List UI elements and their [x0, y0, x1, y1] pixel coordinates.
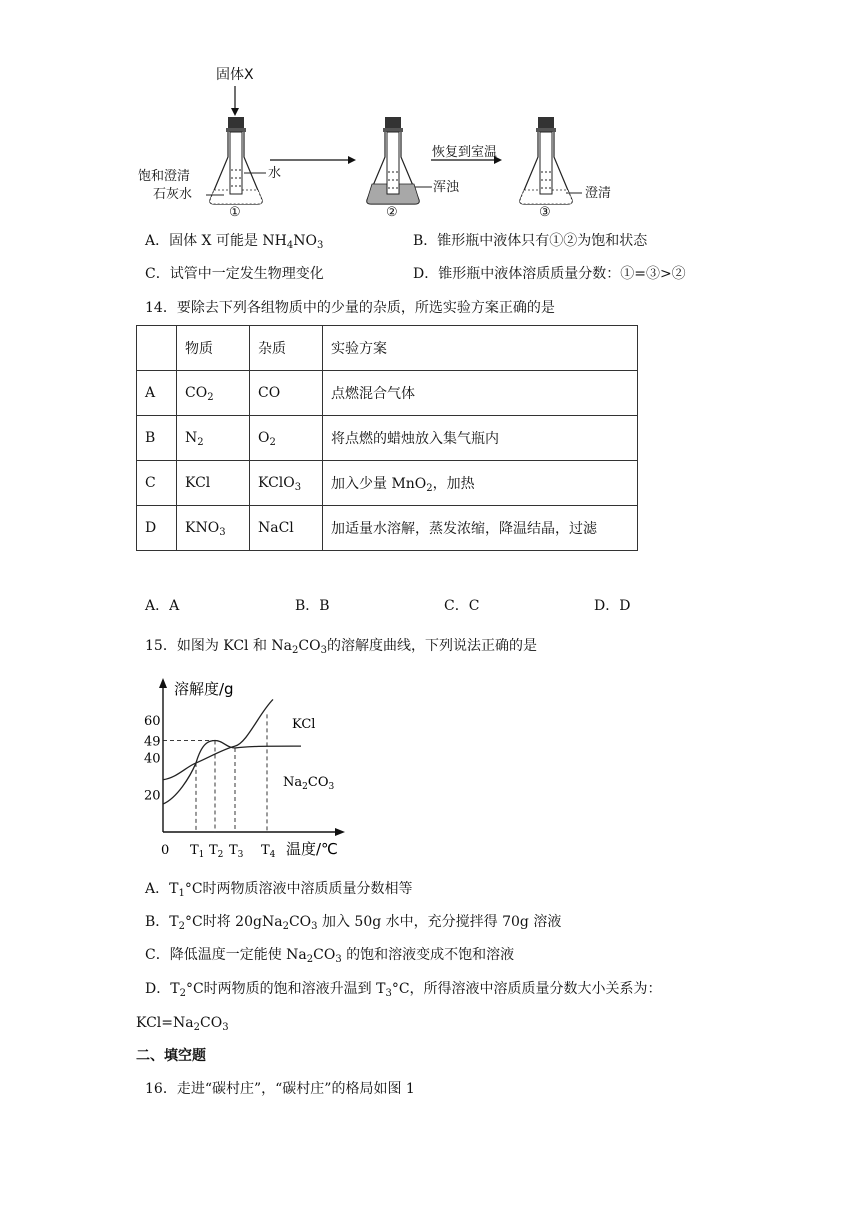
- table-row: [137, 416, 638, 461]
- x-tick-label: $T_1$: [190, 843, 205, 860]
- q14-table: [136, 325, 638, 551]
- flask-2: [367, 117, 432, 204]
- table-header-cell: [137, 326, 177, 371]
- fig-label-3: ③: [539, 205, 551, 220]
- table-header-row: [137, 326, 638, 371]
- series-label-kcl: KCl: [292, 717, 316, 732]
- fig-restore: 恢复到室温: [432, 145, 498, 160]
- q15-stem: 15．如图为 KCl 和 $Na_2CO_3$的溶解度曲线，下列说法正确的是: [145, 638, 537, 656]
- q13-option-b: B．锥形瓶中液体只有①②为饱和状态: [413, 233, 648, 249]
- row-plan: 点燃混合气体: [323, 371, 638, 416]
- q14-choice-a: A．A: [145, 598, 180, 614]
- x-tick-label: $T_2$: [209, 843, 224, 860]
- q13-option-a: A．固体 X 可能是 $NH_4NO_3$: [145, 233, 324, 251]
- q14-choice-b: B．B: [295, 598, 330, 614]
- q13-option-c: C．试管中一定发生物理变化: [145, 266, 324, 282]
- row-label: D: [137, 506, 177, 551]
- row-plan: 加入少量 MnO$_2$，加热: [323, 461, 638, 506]
- q15-option-d-cont: $KCl=Na_2CO_3$: [136, 1015, 229, 1033]
- fig-sat-lime-1: 饱和澄清: [138, 169, 191, 184]
- y-tick-label: 40: [144, 751, 161, 767]
- fig-clear: 澄清: [585, 186, 612, 201]
- flask-3: [520, 117, 582, 204]
- q15-option-d: D．$T_2^\circ C$时两物质的饱和溶液升温到 $T_3^\circ C$，所得溶液中溶质质量分数大小关系为：: [145, 981, 662, 999]
- row-substance: KCl: [177, 461, 250, 506]
- y-tick-label: 49: [144, 734, 161, 750]
- row-impurity: KClO$_3$: [250, 461, 323, 506]
- row-substance: $CO_2$: [177, 371, 250, 416]
- x-tick-label: $T_3$: [229, 843, 244, 860]
- series-line-na2co3: [163, 741, 301, 804]
- solubility-chart: [140, 675, 360, 865]
- table-header-cell: 杂质: [250, 326, 323, 371]
- row-label: C: [137, 461, 177, 506]
- q15-option-a: A．$T_1^\circ C$时两物质溶液中溶质质量分数相等: [145, 881, 413, 899]
- row-impurity: NaCl: [250, 506, 323, 551]
- series-line-kcl: [163, 699, 273, 779]
- x-axis-label: 温度/℃: [286, 840, 338, 858]
- q15-option-c: C．降低温度一定能使 $Na_2CO_3$ 的饱和溶液变成不饱和溶液: [145, 947, 515, 965]
- table-row: [137, 371, 638, 416]
- table-row: [137, 461, 638, 506]
- q16-stem: 16．走进“碳村庄”，“碳村庄”的格局如图 1: [145, 1081, 415, 1097]
- y-tick-label: 20: [144, 788, 161, 804]
- flask-1: [206, 117, 266, 204]
- q14-choice-d: D．D: [594, 598, 631, 614]
- row-plan: 加适量水溶解，蒸发浓缩，降温结晶，过滤: [323, 506, 638, 551]
- x-tick-label: 0: [161, 843, 170, 858]
- series-label-na2co3: $Na_2CO_3$: [283, 775, 335, 792]
- table-header-cell: 物质: [177, 326, 250, 371]
- row-substance: $N_2$: [177, 416, 250, 461]
- y-axis-arrow: [159, 678, 167, 688]
- row-plan: 将点燃的蜡烛放入集气瓶内: [323, 416, 638, 461]
- q15-option-b: B．$T_2^\circ C$时将 $20gNa_2CO_3$ 加入 50g 水中，充分搅拌得 70g 溶液: [145, 914, 562, 932]
- table-header-cell: 实验方案: [323, 326, 638, 371]
- section-title: 二、填空题: [136, 1048, 206, 1064]
- fig-label-1: ①: [229, 205, 241, 220]
- fig-label-2: ②: [386, 205, 398, 220]
- q13-option-d: D．锥形瓶中液体溶质质量分数：①=③>②: [413, 266, 686, 282]
- table-row: [137, 506, 638, 551]
- fig-turbid: 浑浊: [433, 180, 460, 195]
- row-impurity: $O_2$: [250, 416, 323, 461]
- x-tick-label: $T_4$: [261, 843, 276, 860]
- fig-solid-x: 固体X: [216, 67, 254, 83]
- y-tick-label: 60: [144, 714, 161, 729]
- row-impurity: CO: [250, 371, 323, 416]
- y-axis-label: 溶解度/g: [174, 680, 234, 698]
- fig-water: 水: [268, 166, 282, 181]
- q14-stem: 14．要除去下列各组物质中的少量的杂质，所选实验方案正确的是: [145, 300, 555, 316]
- row-label: A: [137, 371, 177, 416]
- x-axis-arrow: [335, 828, 345, 836]
- row-label: B: [137, 416, 177, 461]
- fig-sat-lime-2: 石灰水: [153, 187, 193, 202]
- row-substance: $KNO_3$: [177, 506, 250, 551]
- flask-figure: [136, 62, 656, 224]
- q14-choice-c: C．C: [444, 598, 480, 614]
